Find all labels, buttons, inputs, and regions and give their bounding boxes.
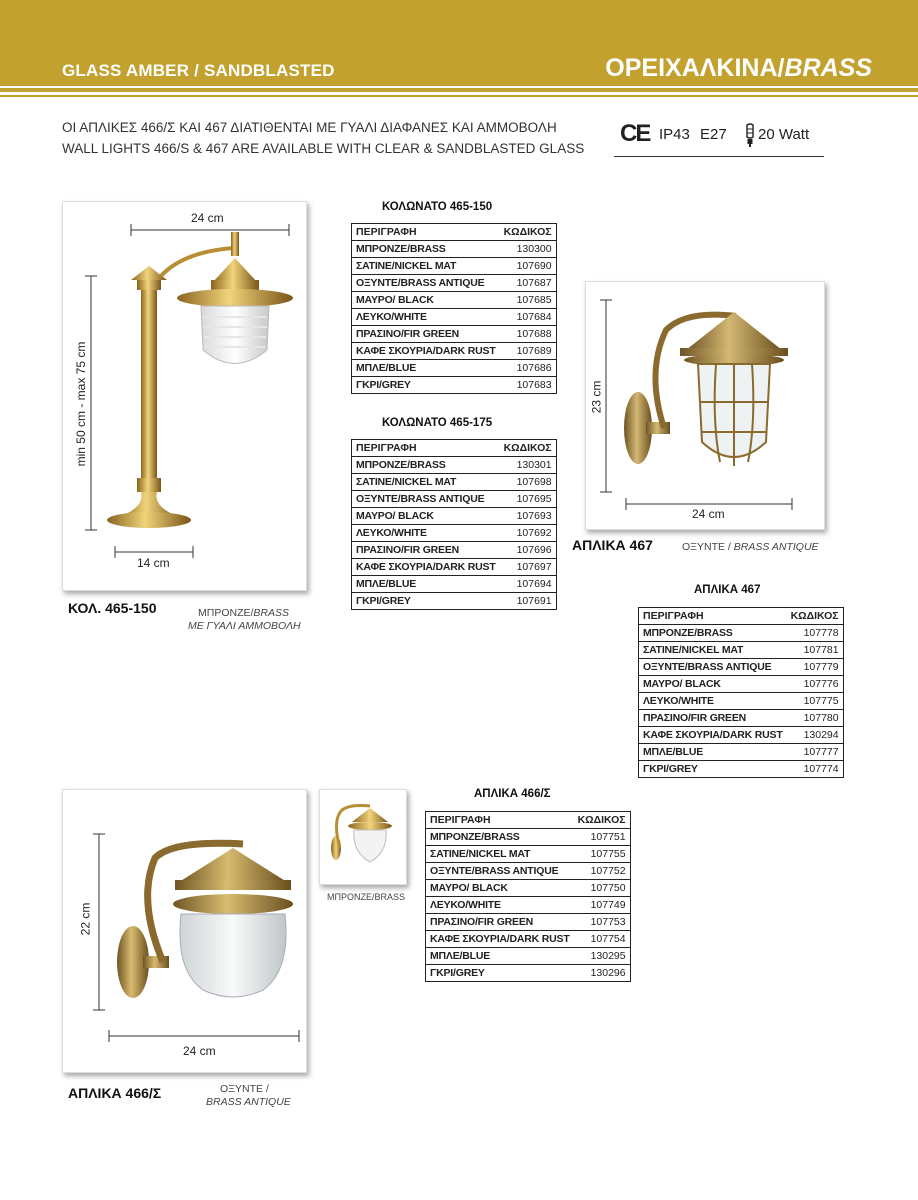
col-desc: ΠΕΡΙΓΡΑΦΗ xyxy=(352,224,500,241)
table-title-465-175: ΚΟΛΩΝΑΤΟ 465-175 xyxy=(382,417,493,429)
table-row: ΛΕΥΚΟ/WHITE 107684 xyxy=(352,309,557,326)
photo-466-wall-light xyxy=(62,789,307,1073)
table-title-466: ΑΠΛΙΚΑ 466/Σ xyxy=(474,788,551,800)
caption-465: ΚΟΛ. 465-150 xyxy=(68,600,157,616)
table-row: ΓΚΡΙ/GREY 130296 xyxy=(426,965,631,982)
table-title-465-150: ΚΟΛΩΝΑΤΟ 465-150 xyxy=(382,201,493,213)
header-left-title: GLASS AMBER / SANDBLASTED xyxy=(62,61,335,80)
dim-height-467: 23 cm xyxy=(589,380,604,414)
table-row: ΜΠΛΕ/BLUE 130295 xyxy=(426,948,631,965)
table-row: ΛΕΥΚΟ/WHITE 107692 xyxy=(352,525,557,542)
dim-height-466: 22 cm xyxy=(78,902,93,936)
table-row: ΛΕΥΚΟ/WHITE 107749 xyxy=(426,897,631,914)
code-table-467 xyxy=(638,607,844,778)
table-row: ΟΞΥΝΤΕ/BRASS ANTIQUE 107695 xyxy=(352,491,557,508)
col-desc: ΠΕΡΙΓΡΑΦΗ xyxy=(426,812,574,829)
table-row: ΣΑΤΙΝΕ/NICKEL MAT 107755 xyxy=(426,846,631,863)
col-code: ΚΩΔΙΚΟΣ xyxy=(500,224,557,241)
table-header xyxy=(639,608,844,625)
table-row: ΓΚΡΙ/GREY 107774 xyxy=(639,761,844,778)
table-row: ΜΑΥΡΟ/ BLACK 107693 xyxy=(352,508,557,525)
finish-465-glass: ΜΕ ΓΥΑΛΙ ΑΜΜΟΒΟΛΗ xyxy=(188,620,301,632)
dim-base-465: 14 cm xyxy=(137,556,170,570)
table-header xyxy=(352,224,557,241)
table-row: ΟΞΥΝΤΕ/BRASS ANTIQUE 107687 xyxy=(352,275,557,292)
photo-465-pillar xyxy=(62,201,307,591)
table-row: ΟΞΥΝΤΕ/BRASS ANTIQUE 107779 xyxy=(639,659,844,676)
table-row: ΜΠΡΟΝΖΕ/BRASS 130300 xyxy=(352,241,557,258)
finish-467: ΟΞΥΝΤΕ / BRASS ANTIQUE xyxy=(682,541,819,553)
table-row: ΟΞΥΝΤΕ/BRASS ANTIQUE 107752 xyxy=(426,863,631,880)
table-row: ΜΠΛΕ/BLUE 107777 xyxy=(639,744,844,761)
caption-467: ΑΠΛΙΚΑ 467 xyxy=(572,537,653,553)
caption-466: ΑΠΛΙΚΑ 466/Σ xyxy=(68,1085,162,1101)
photo-467-wall-light xyxy=(585,281,825,530)
table-row: ΜΠΡΟΝΖΕ/BRASS 107751 xyxy=(426,829,631,846)
table-row: ΣΑΤΙΝΕ/NICKEL MAT 107781 xyxy=(639,642,844,659)
ce-mark-icon: CE xyxy=(620,120,650,147)
code-table-465-150 xyxy=(351,223,557,394)
intro-line-english: WALL LIGHTS 466/S & 467 ARE AVAILABLE WITH CLEAR & SANDBLASTED GLASS xyxy=(62,141,585,156)
table-row: ΚΑΦΕ ΣΚΟΥΡΙΑ/DARK RUST 107689 xyxy=(352,343,557,360)
table-header xyxy=(352,440,557,457)
table-row: ΚΑΦΕ ΣΚΟΥΡΙΑ/DARK RUST 107697 xyxy=(352,559,557,576)
socket-type: E27 xyxy=(700,126,727,143)
col-code: ΚΩΔΙΚΟΣ xyxy=(787,608,844,625)
code-table-465-175 xyxy=(351,439,557,610)
pillar-lamp-image xyxy=(63,202,306,590)
photo-466-thumbnail xyxy=(319,789,407,885)
table-row: ΜΑΥΡΟ/ BLACK 107776 xyxy=(639,676,844,693)
table-row: ΠΡΑΣΙΝΟ/FIR GREEN 107753 xyxy=(426,914,631,931)
table-row: ΠΡΑΣΙΝΟ/FIR GREEN 107688 xyxy=(352,326,557,343)
table-row: ΛΕΥΚΟ/WHITE 107775 xyxy=(639,693,844,710)
table-row: ΚΑΦΕ ΣΚΟΥΡΙΑ/DARK RUST 130294 xyxy=(639,727,844,744)
table-row: ΜΠΡΟΝΖΕ/BRASS 107778 xyxy=(639,625,844,642)
ip-rating: IP43 xyxy=(659,126,690,143)
table-row: ΜΑΥΡΟ/ BLACK 107750 xyxy=(426,880,631,897)
table-row: ΣΑΤΙΝΕ/NICKEL MAT 107698 xyxy=(352,474,557,491)
intro-text xyxy=(62,117,584,159)
table-row: ΠΡΑΣΙΝΟ/FIR GREEN 107780 xyxy=(639,710,844,727)
table-row: ΓΚΡΙ/GREY 107691 xyxy=(352,593,557,610)
table-row: ΜΠΡΟΝΖΕ/BRASS 130301 xyxy=(352,457,557,474)
table-row: ΓΚΡΙ/GREY 107683 xyxy=(352,377,557,394)
table-row: ΣΑΤΙΝΕ/NICKEL MAT 107690 xyxy=(352,258,557,275)
finish-466: ΟΞΥΝΤΕ / BRASS ANTIQUE xyxy=(206,1083,291,1108)
thumb-finish-466: ΜΠΡΟΝΖΕ/BRASS xyxy=(327,892,406,902)
bulb-icon xyxy=(744,123,756,149)
table-row: ΚΑΦΕ ΣΚΟΥΡΙΑ/DARK RUST 107754 xyxy=(426,931,631,948)
dim-width-465: 24 cm xyxy=(191,211,224,225)
col-code: ΚΩΔΙΚΟΣ xyxy=(500,440,557,457)
table-row: ΜΠΛΕ/BLUE 107694 xyxy=(352,576,557,593)
table-row: ΜΠΛΕ/BLUE 107686 xyxy=(352,360,557,377)
wall-light-466-thumb-image xyxy=(320,790,406,884)
table-row: ΜΑΥΡΟ/ BLACK 107685 xyxy=(352,292,557,309)
intro-line-greek: ΟΙ ΑΠΛΙΚΕΣ 466/Σ ΚΑΙ 467 ΔΙΑΤΙΘΕΝΤΑΙ ΜΕ ΓΥΑΛΙ ΔΙΑΦΑΝΕΣ ΚΑΙ ΑΜΜΟΒΟΛΗ xyxy=(62,120,557,135)
spec-strip xyxy=(614,118,824,157)
table-header xyxy=(426,812,631,829)
finish-465: ΜΠΡΟΝΖΕ/BRASS xyxy=(198,607,290,619)
header-rule-thin xyxy=(0,95,918,97)
col-desc: ΠΕΡΙΓΡΑΦΗ xyxy=(352,440,500,457)
header-right-title: ΟΡΕΙΧΑΛΚΙΝΑ/BRASS xyxy=(605,54,872,82)
dim-width-467: 24 cm xyxy=(692,507,725,521)
dim-width-466: 24 cm xyxy=(183,1044,216,1058)
dim-height-465: min 50 cm - max 75 cm xyxy=(74,341,88,467)
wall-light-466-image xyxy=(63,790,306,1072)
table-title-467: ΑΠΛΙΚΑ 467 xyxy=(694,584,761,596)
col-desc: ΠΕΡΙΓΡΑΦΗ xyxy=(639,608,787,625)
wattage: 20 Watt xyxy=(758,126,810,143)
code-table-466 xyxy=(425,811,631,982)
wall-light-467-image xyxy=(586,282,824,529)
table-row: ΠΡΑΣΙΝΟ/FIR GREEN 107696 xyxy=(352,542,557,559)
header-band xyxy=(0,0,918,86)
header-rule xyxy=(0,88,918,92)
col-code: ΚΩΔΙΚΟΣ xyxy=(574,812,631,829)
